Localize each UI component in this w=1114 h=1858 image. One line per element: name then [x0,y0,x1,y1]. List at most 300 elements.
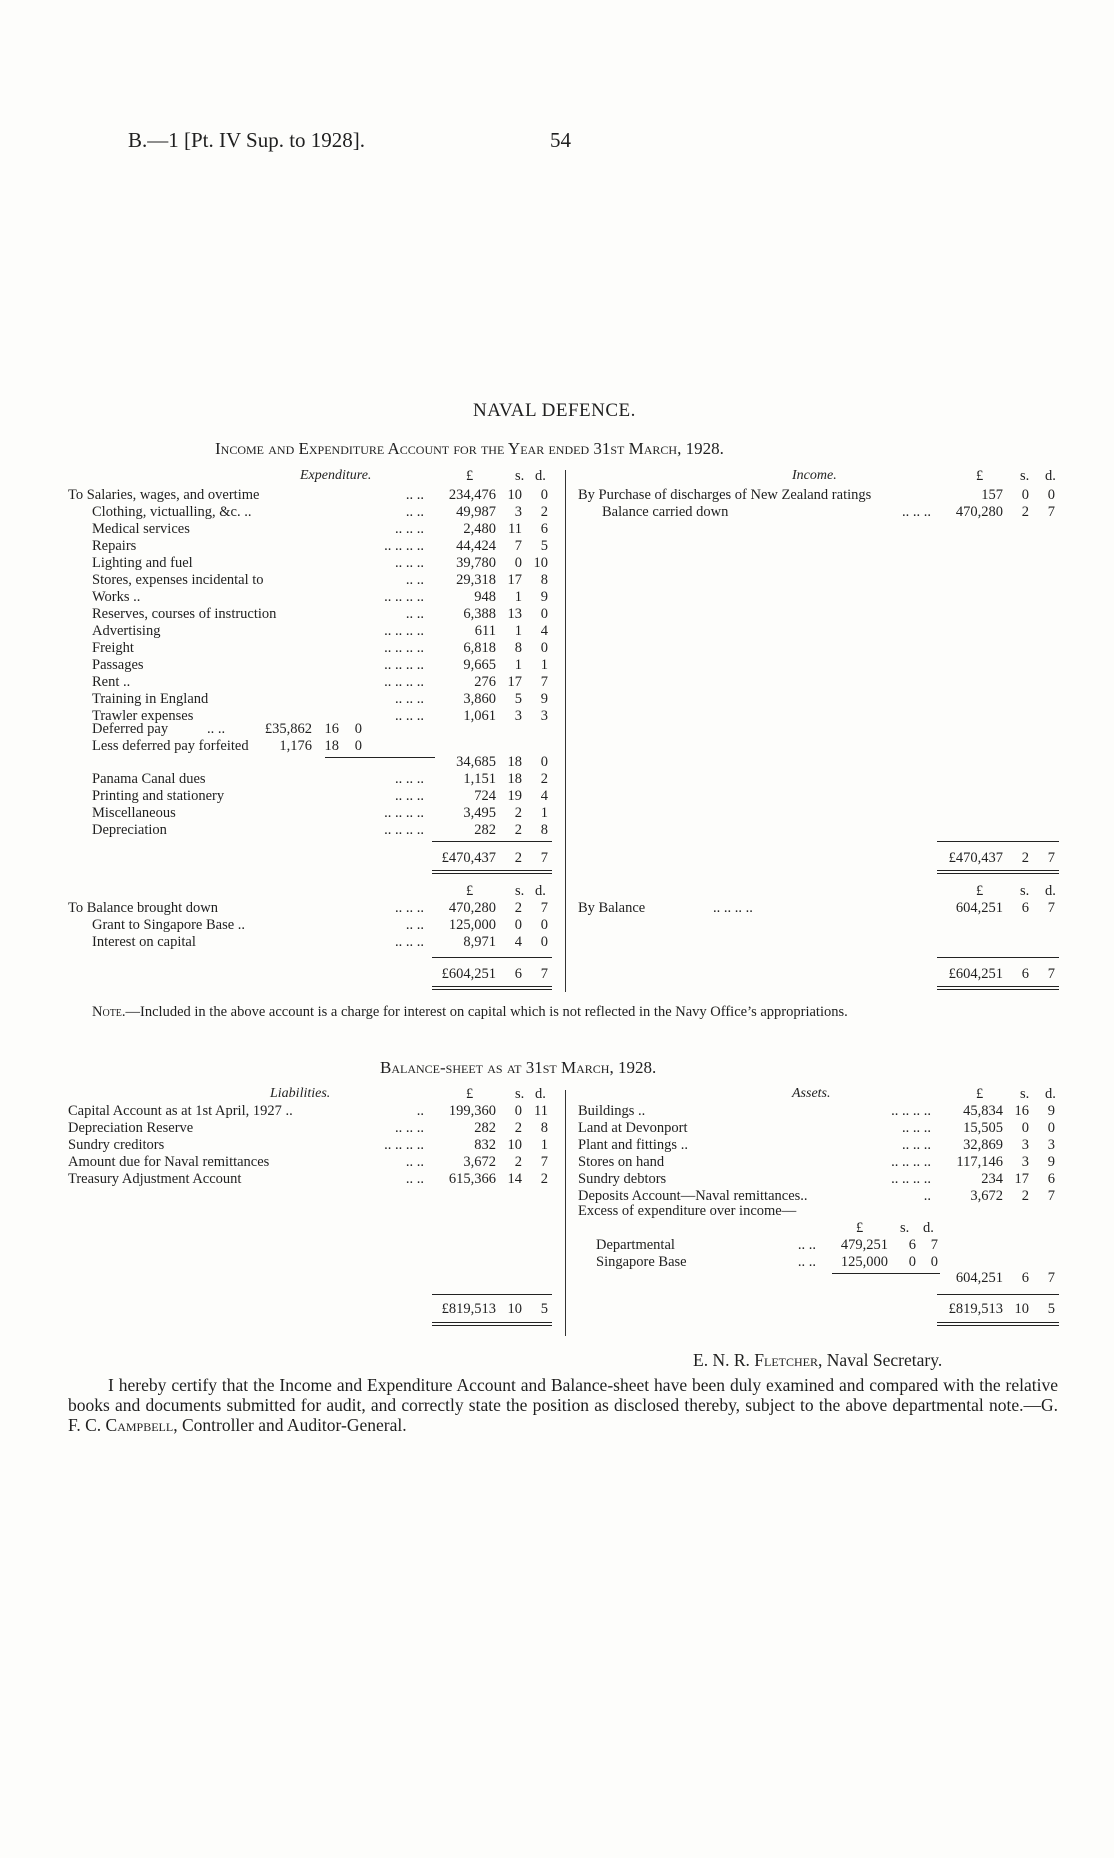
row-pounds: 3,860 [463,691,496,707]
row-pence: 1 [540,805,548,821]
secretary-signature [693,1350,942,1371]
row-shillings: 16 [1014,1103,1029,1119]
row-shillings: 2 [514,822,522,838]
row-dots: .. .. .. [902,1120,931,1136]
row-shillings: 18 [507,754,522,770]
row-pence: 8 [540,822,548,838]
bs-left-double-rule [432,1325,552,1326]
row-pence: 7 [540,674,548,690]
signature-name: E. N. R. Fletcher [693,1350,818,1370]
row-pounds: 34,685 [456,754,496,770]
row-dots: .. .. .. [395,708,424,724]
table-row [68,674,552,691]
row-dots: .. .. [405,504,424,520]
total2-right [937,966,1059,983]
row-label: Freight [92,640,134,656]
excess-subtotal-rule [832,1273,940,1274]
total1-right-top-rule [937,841,1059,842]
row-shillings: 5 [514,691,522,707]
row-pence: 9 [1047,1103,1055,1119]
row-label: Amount due for Naval remittances [68,1154,270,1170]
row-label: Rent .. [92,674,131,690]
row-shillings: 8 [514,640,522,656]
row-pounds: 1,151 [463,771,496,787]
row-label: To Salaries, wages, and overtime [68,487,260,503]
table-row [68,934,552,951]
bs-total-right [937,1301,1059,1318]
row-pence: 3 [540,708,548,724]
table-row [68,521,552,538]
total-pounds: £470,437 [948,850,1003,866]
total-shillings: 10 [1014,1301,1029,1317]
table-row [68,805,552,822]
row-pence: 2 [540,504,548,520]
table-row [68,555,552,572]
row-label: Printing and stationery [92,788,225,804]
row-dots: .. .. .. .. [384,1137,424,1153]
table-row [578,1137,1059,1154]
row-shillings: 1 [514,589,522,605]
bs-left-s-heading: s. [515,1086,525,1102]
total1-left-top-rule [432,841,552,842]
row-pence: 1 [540,1137,548,1153]
row-shillings: 2 [514,1154,522,1170]
row-pounds: 9,665 [463,657,496,673]
row-label: Buildings .. [578,1103,646,1119]
total-pence: 7 [540,850,548,866]
total1-left-double-rule [432,873,552,874]
row-shillings: 0 [908,1254,916,1270]
bs-total-left [432,1301,552,1318]
row-label: Sundry creditors [68,1137,165,1153]
total-pence: 5 [1047,1301,1055,1317]
row-dots: .. .. .. .. [384,805,424,821]
total-pounds: £470,437 [441,850,496,866]
row-label: Less deferred pay forfeited [92,738,249,754]
lower-inc-pound-heading: £ [976,883,984,899]
row-label: By Balance [578,900,646,916]
table-row [68,504,552,521]
row-label: Trawler expenses [92,708,194,724]
row-pence: 5 [540,538,548,554]
table-row [68,691,552,708]
row-dots: .. .. [797,1254,816,1270]
row-pence: 9 [540,589,548,605]
row-dots: .. .. [405,606,424,622]
row-dots: .. .. .. [902,1137,931,1153]
row-label: Land at Devonport [578,1120,688,1136]
total1-left [432,850,552,867]
row-pence: 3 [1047,1137,1055,1153]
row-label: Stores, expenses incidental to [92,572,264,588]
row-label: To Balance brought down [68,900,218,916]
row-dots: .. .. .. [395,771,424,787]
row-shillings: 2 [1021,1188,1029,1204]
row-pounds: 117,146 [956,1154,1003,1170]
row-dots: .. .. [405,1171,424,1187]
row-dots: .. .. .. [395,788,424,804]
total1-right [937,850,1059,867]
row-label: Passages [92,657,144,673]
total-pence: 7 [1047,1270,1055,1286]
bs-right-pound-heading: £ [976,1086,984,1102]
row-shillings: 2 [514,900,522,916]
row-pence: 2 [540,1171,548,1187]
row-shillings: 13 [507,606,522,622]
table-row [68,1103,552,1120]
total-shillings: 2 [514,850,522,866]
row-pounds: 832 [474,1137,496,1153]
row-label: Advertising [92,623,161,639]
row-shillings: 1 [514,657,522,673]
row-pence: 6 [540,521,548,537]
row-label: Capital Account as at 1st April, 1927 .. [68,1103,293,1119]
inc-pound-heading: £ [976,468,984,484]
row-dots: .. [416,1103,424,1119]
row-shillings: 18 [324,738,339,754]
table-row [578,1120,1059,1137]
row-label: Miscellaneous [92,805,176,821]
table-row [68,589,552,606]
exp-pound-heading: £ [466,468,474,484]
row-dots: .. .. [797,1237,816,1253]
row-pence: 7 [930,1237,938,1253]
excess-label: Excess of expenditure over income— [578,1203,797,1219]
income-heading: Income. [792,468,837,483]
less-deferred-row [92,738,552,755]
total-shillings: 6 [1021,966,1029,982]
row-label: Departmental [596,1237,675,1253]
row-dots: .. .. [405,917,424,933]
table-row [68,606,552,623]
total1-left-bottom-rule [432,870,552,871]
row-label: Interest on capital [92,934,196,950]
row-dots: .. .. .. .. [384,623,424,639]
row-shillings: 1 [514,623,522,639]
row-pounds: 282 [474,822,496,838]
row-shillings: 3 [514,504,522,520]
table-row [68,900,552,917]
row-pounds: 15,505 [963,1120,1003,1136]
table-row [68,1154,552,1171]
row-pence: 6 [1047,1171,1055,1187]
row-pence: 0 [354,738,362,754]
lower-exp-s-heading: s. [515,883,525,899]
table-row [68,572,552,589]
inc-s-heading: s. [1020,468,1030,484]
lower-inc-d-heading: d. [1045,883,1056,899]
row-pounds: 234,476 [448,487,496,503]
row-pounds: 6,818 [463,640,496,656]
total-pounds: £604,251 [441,966,496,982]
note-prefix: Note. [92,1004,126,1020]
row-dots: .. .. [405,1154,424,1170]
deferred-pay-row [92,721,552,738]
row-pounds: 470,280 [955,504,1003,520]
row-shillings: 2 [1021,504,1029,520]
row-shillings: 18 [507,771,522,787]
row-pounds: 157 [981,487,1003,503]
row-pence: 7 [540,1154,548,1170]
ie-center-divider [565,470,566,992]
page-number: 54 [550,128,571,152]
table-row [68,822,552,839]
row-pence: 0 [540,606,548,622]
row-pounds: 948 [474,589,496,605]
page-title: NAVAL DEFENCE. [473,400,636,421]
by-balance-row [578,900,1059,917]
row-pounds: 3,672 [463,1154,496,1170]
row-pounds: 6,388 [463,606,496,622]
row-dots: .. .. [405,487,424,503]
table-row [68,788,552,805]
row-dots: .. .. .. .. [384,674,424,690]
row-label: By Purchase of discharges of New Zealand ratings [578,487,872,503]
row-shillings: 10 [507,487,522,503]
total-pence: 7 [540,966,548,982]
total-pence: 5 [540,1301,548,1317]
row-pounds: 3,672 [970,1188,1003,1204]
row-pounds: 479,251 [840,1237,888,1253]
inc-d-heading: d. [1045,468,1056,484]
row-shillings: 0 [1021,487,1029,503]
row-pence: 8 [540,572,548,588]
auditor-role: , Controller and Auditor-General. [173,1415,407,1435]
balance-sheet-heading: Balance-sheet as at 31st March, 1928. [380,1058,657,1077]
row-pence: 2 [540,771,548,787]
row-dots: .. .. .. .. [891,1103,931,1119]
row-pounds: 604,251 [955,900,1003,916]
table-row [68,1120,552,1137]
row-shillings: 0 [1021,1120,1029,1136]
row-pence: 0 [540,487,548,503]
row-pounds: 3,495 [463,805,496,821]
row-pounds: 276 [474,674,496,690]
row-pounds: 125,000 [448,917,496,933]
row-label: Balance carried down [602,504,729,520]
row-pence: 7 [540,900,548,916]
row-dots: .. .. .. .. [384,657,424,673]
row-dots: .. .. [207,721,226,737]
total-pounds: £819,513 [948,1301,1003,1317]
row-shillings: 2 [514,805,522,821]
table-row [578,1103,1059,1120]
row-shillings: 0 [514,1103,522,1119]
auditor-name: Campbell [105,1415,174,1435]
row-pounds: 125,000 [840,1254,888,1270]
row-pounds: 234 [981,1171,1003,1187]
liabilities-heading: Liabilities. [270,1086,331,1101]
row-label: Lighting and fuel [92,555,193,571]
row-pounds: 199,360 [448,1103,496,1119]
row-dots: .. .. .. .. [891,1154,931,1170]
total1-right-double-rule [937,873,1059,874]
row-dots: .. .. .. [395,900,424,916]
total-pounds: 604,251 [955,1270,1003,1286]
row-pounds: 32,869 [963,1137,1003,1153]
row-pence: 0 [540,640,548,656]
row-shillings: 17 [507,674,522,690]
row-dots: .. .. .. [395,521,424,537]
row-dots: .. .. .. [395,934,424,950]
row-pence: 9 [540,691,548,707]
row-pence: 4 [540,788,548,804]
row-shillings: 16 [324,721,339,737]
row-dots: .. .. .. .. [384,589,424,605]
total2-left-bottom-rule [432,986,552,987]
table-row [68,1171,552,1188]
table-row [578,1154,1059,1171]
row-pence: 0 [930,1254,938,1270]
row-pounds: 1,176 [279,738,312,754]
row-label: Plant and fittings .. [578,1137,688,1153]
total2-right-top-rule [937,957,1059,958]
row-pence: 7 [1047,1188,1055,1204]
row-label: Depreciation [92,822,167,838]
total2-right-double-rule [937,989,1059,990]
row-pounds: 282 [474,1120,496,1136]
row-dots: .. .. .. [902,504,931,520]
row-pence: 0 [540,934,548,950]
bs-center-divider [565,1090,566,1336]
certification-text: I hereby certify that the Income and Expenditure Account and Balance-sheet have been duly examined and compared with the relative books and documents submitted for audit, and correctly state the position as disclosed thereby, subject to the above departmental note.—G. F. C. [68,1375,1058,1435]
row-label: Panama Canal dues [92,771,206,787]
expenditure-heading: Expenditure. [300,468,372,483]
bs-left-bottom-rule [432,1322,552,1323]
row-pounds: £35,862 [264,721,312,737]
note-text: —Included in the above account is a charge for interest on capital which is not reflected in the Navy Office’s appropriations. [125,1004,848,1020]
bs-right-d-heading: d. [1045,1086,1056,1102]
lower-exp-d-heading: d. [535,883,546,899]
table-row [578,504,1059,521]
row-dots: .. .. .. .. [384,822,424,838]
total1-right-bottom-rule [937,870,1059,871]
row-label: Repairs [92,538,137,554]
row-pounds: 611 [474,623,496,639]
row-shillings: 6 [908,1237,916,1253]
row-pence: 10 [533,555,548,571]
total2-left-top-rule [432,957,552,958]
document-reference: B.—1 [Pt. IV Sup. to 1928]. [128,128,366,152]
total-pounds: £604,251 [948,966,1003,982]
row-pence: 7 [1047,900,1055,916]
table-row [578,1171,1059,1188]
row-dots: .. .. .. [395,691,424,707]
row-pounds: 44,424 [456,538,496,554]
row-pounds: 724 [474,788,496,804]
row-shillings: 17 [507,572,522,588]
row-dots: .. [923,1188,931,1204]
row-pounds: 39,780 [456,555,496,571]
assets-heading: Assets. [792,1086,831,1101]
table-row [68,623,552,640]
row-pounds: 470,280 [448,900,496,916]
audit-certification [68,1375,1058,1435]
bs-right-double-rule [937,1325,1059,1326]
row-label: Treasury Adjustment Account [68,1171,242,1187]
row-label: Stores on hand [578,1154,665,1170]
row-pounds: 8,971 [463,934,496,950]
row-label: Deposits Account—Naval remittances.. [578,1188,808,1204]
total-shillings: 6 [514,966,522,982]
total-pence: 7 [1047,966,1055,982]
row-label: Singapore Base [596,1254,687,1270]
row-pounds: 615,366 [448,1171,496,1187]
lower-exp-pound-heading: £ [466,883,474,899]
table-row [68,917,552,934]
row-pence: 4 [540,623,548,639]
bs-left-top-rule [432,1294,552,1295]
row-pounds: 1,061 [463,708,496,724]
table-row [578,487,1059,504]
bs-right-bottom-rule [937,1322,1059,1323]
row-pence: 0 [1047,1120,1055,1136]
row-shillings: 0 [514,917,522,933]
excess-pound-heading: £ [856,1220,864,1236]
row-pence: 0 [540,917,548,933]
deferred-net-row [92,754,552,771]
row-label: Deferred pay [92,721,169,737]
row-shillings: 3 [1021,1154,1029,1170]
total2-right-bottom-rule [937,986,1059,987]
excess-s-heading: s. [900,1220,910,1236]
row-dots: .. .. .. .. [384,538,424,554]
row-pence: 0 [354,721,362,737]
row-pounds: 49,987 [456,504,496,520]
row-pence: 0 [540,754,548,770]
row-pence: 8 [540,1120,548,1136]
row-pence: 1 [540,657,548,673]
row-dots: .. .. .. [395,555,424,571]
row-pounds: 2,480 [463,521,496,537]
bs-right-s-heading: s. [1020,1086,1030,1102]
row-shillings: 3 [1021,1137,1029,1153]
row-pence: 7 [1047,504,1055,520]
row-label: Grant to Singapore Base .. [92,917,246,933]
row-shillings: 4 [514,934,522,950]
excess-total [937,1270,1059,1287]
row-shillings: 14 [507,1171,522,1187]
table-row [68,657,552,674]
row-pounds: 45,834 [963,1103,1003,1119]
row-label: Training in England [92,691,209,707]
table-row [68,487,552,504]
bs-left-d-heading: d. [535,1086,546,1102]
table-row [68,640,552,657]
row-dots: .. .. .. .. [891,1171,931,1187]
row-shillings: 3 [514,708,522,724]
total2-left-double-rule [432,989,552,990]
total2-left [432,966,552,983]
row-dots: .. .. .. [395,1120,424,1136]
row-dots: .. .. .. .. [713,900,753,916]
total-shillings: 10 [507,1301,522,1317]
lower-inc-s-heading: s. [1020,883,1030,899]
table-row [68,538,552,555]
row-label: Depreciation Reserve [68,1120,194,1136]
signature-role: , Naval Secretary. [817,1350,943,1370]
total-shillings: 6 [1021,1270,1029,1286]
table-row [68,771,552,788]
row-label: Medical services [92,521,190,537]
row-shillings: 19 [507,788,522,804]
row-shillings: 10 [507,1137,522,1153]
row-pounds: 29,318 [456,572,496,588]
table-row [68,1137,552,1154]
row-shillings: 11 [508,521,522,537]
total-shillings: 2 [1021,850,1029,866]
row-shillings: 7 [514,538,522,554]
